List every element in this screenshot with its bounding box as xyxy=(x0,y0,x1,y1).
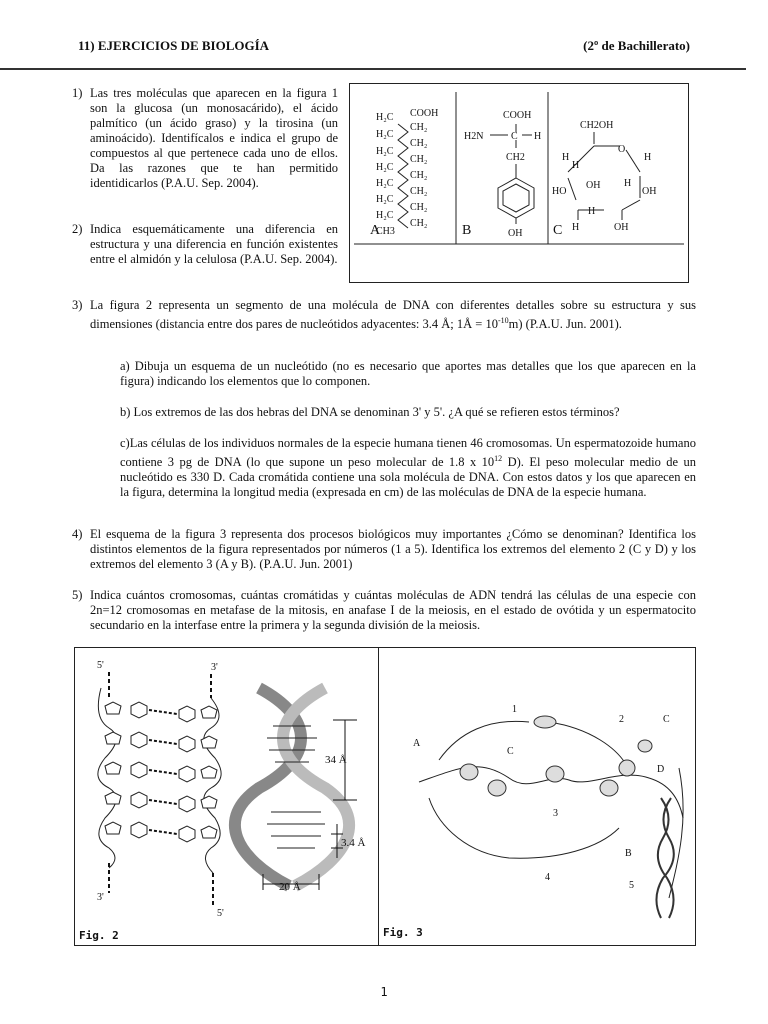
figure-1-molecules xyxy=(349,83,689,283)
figure-2-caption: Fig. 2 xyxy=(79,929,119,942)
page-header xyxy=(78,38,690,58)
fig1-a-ch-14: CH₂ xyxy=(410,218,428,229)
question-3c xyxy=(120,436,696,500)
header-title: 11) EJERCICIOS DE BIOLOGÍA xyxy=(78,38,270,53)
question-5-text: Indica cuántos cromosomas, cuántas cromátidas y cuántas moléculas de ADN tendrá las células de una especie con 2n=12 cromosomas en metafase de la mitosis, en anafase I de la meiosis, en el estado de ovótida y un espermatocito secundario en la interfase entre la primera y la segunda división de la meiosis. xyxy=(90,588,696,632)
fig3-label-b: B xyxy=(625,848,632,859)
question-3c-part2: D). El peso molecular medio de un nucleótido es 330 D. Cada cromátida contiene una sola molécula de DNA. Con estos datos y los que aparecen en la figura, determina la longitud media (expresada en cm) de las moléculas de DNA de la especie humana. xyxy=(120,455,696,500)
page-number: 1 xyxy=(380,985,388,999)
fig1-a-cooh: COOH xyxy=(410,108,439,119)
fig3-label-c1: C xyxy=(507,746,514,757)
header-rule xyxy=(0,68,746,70)
question-3c-part1: c)Las células de los individuos normales de la especie humana tienen 46 cromosomas. Un espermatozoide humano contiene 3 pg de DNA (lo que supone un peso molecular de 1.8 x 10 xyxy=(120,436,696,470)
fig1-a-ch-10: CH₂ xyxy=(410,186,428,197)
figures-2-3-box xyxy=(74,647,696,946)
figure-1-drawing xyxy=(350,84,688,282)
fig1-c-h1: H xyxy=(562,152,570,163)
question-5 xyxy=(72,588,696,633)
question-2-number: 2) xyxy=(72,222,83,236)
question-1-number: 1) xyxy=(72,86,83,100)
fig3-number-2: 2 xyxy=(619,714,624,725)
question-3-exponent: -10 xyxy=(497,316,509,325)
fig1-b-ch2: CH2 xyxy=(506,152,525,163)
question-3-text-part1: La figura 2 representa un segmento de una molécula de DNA con diferentes detalles sobre su estructura y sus dimensiones (distancia entre dos pares de nucleótidos adyacentes: 3.4 Å; 1Å = 10 xyxy=(90,298,696,332)
fig1-c-oh2: OH xyxy=(642,186,657,197)
fig3-number-3: 3 xyxy=(553,808,558,819)
fig1-a-ch-2: CH₂ xyxy=(410,122,428,133)
fig1-c-oh3: OH xyxy=(614,222,629,233)
question-4-number: 4) xyxy=(72,527,83,541)
question-2-text: Indica esquemáticamente una diferencia en estructura y una diferencia en función existentes entre el almidón y la celulosa (P.A.U. Sep. 2004). xyxy=(90,222,338,266)
fig2-3prime-bottom: 3' xyxy=(97,892,104,903)
fig1-a-ch-5: H₂C xyxy=(376,146,394,157)
question-1 xyxy=(72,86,338,191)
figure-3-process xyxy=(379,648,695,945)
fig1-b-h2n: H2N xyxy=(464,131,484,142)
fig1-b-c: C xyxy=(511,131,518,142)
fig1-c-h5: H xyxy=(588,206,596,217)
question-3b: b) Los extremos de las dos hebras del DNA se denominan 3' y 5'. ¿A qué se refieren estos términos? xyxy=(120,405,620,419)
fig1-label-b: B xyxy=(462,223,472,238)
fig1-label-c: C xyxy=(553,223,563,238)
question-4 xyxy=(72,527,696,572)
fig1-a-ch-3: H₂C xyxy=(376,129,394,140)
fig3-label-a: A xyxy=(413,738,421,749)
question-3c-exponent: 12 xyxy=(494,454,503,463)
fig2-rise: 3.4 Å xyxy=(341,837,366,849)
question-5-number: 5) xyxy=(72,588,83,602)
fig2-width: 20 Å xyxy=(279,881,301,893)
fig1-c-h3: H xyxy=(644,152,652,163)
fig1-c-ho: HO xyxy=(552,186,567,197)
fig1-b-oh: OH xyxy=(508,228,523,239)
fig3-label-d: D xyxy=(657,764,665,775)
fig2-pitch: 34 Å xyxy=(325,754,347,766)
fig3-number-1: 1 xyxy=(512,704,517,715)
question-1-text: Las tres moléculas que aparecen en la figura 1 son la glucosa (un monosacárido), el ácido palmítico (un ácido graso) y la tirosina (un aminoácido). Identifícalos e indica el grupo de compuestos al que pertenece cada uno de ellos. Da las razones que te han permitido identidicarlos (P.A.U. Sep. 2004). xyxy=(90,86,338,190)
fig1-c-h4: H xyxy=(624,178,632,189)
fig1-a-ch3: CH3 xyxy=(376,226,395,237)
fig2-5prime-top: 5' xyxy=(97,660,104,671)
fig1-a-ch-9: H₂C xyxy=(376,178,394,189)
header-course: (2º de Bachillerato) xyxy=(583,38,690,53)
fig3-label-c2: C xyxy=(663,714,670,725)
fig1-label-a: A xyxy=(370,223,381,238)
fig1-a-ch-1: H₂C xyxy=(376,112,394,123)
question-3 xyxy=(72,298,696,332)
figure-3-caption: Fig. 3 xyxy=(383,926,423,939)
question-2 xyxy=(72,222,338,267)
question-3-text-part2: m) (P.A.U. Jun. 2001). xyxy=(508,317,622,332)
fig1-a-ch-11: H₂C xyxy=(376,194,394,205)
fig1-c-o: O xyxy=(618,144,626,155)
fig3-number-4: 4 xyxy=(545,872,550,883)
fig1-a-ch-6: CH₂ xyxy=(410,154,428,165)
fig1-a-ch-4: CH₂ xyxy=(410,138,428,149)
figure-2-dna xyxy=(75,648,378,945)
question-4-text: El esquema de la figura 3 representa dos procesos biológicos muy importantes ¿Cómo se denominan? Identifica los distintos elementos de la figura representados por números (1 a 5). Identifica los extremos del elemento 2 (C y D) y los extremos del elemento 3 (A y B). (P.A.U. Jun. 2001) xyxy=(90,527,696,571)
fig1-c-ch2oh: CH2OH xyxy=(580,120,614,131)
fig1-b-h: H xyxy=(534,131,542,142)
fig2-5prime-bottom: 5' xyxy=(217,908,224,919)
fig1-a-ch-12: CH₂ xyxy=(410,202,428,213)
fig1-c-h6: H xyxy=(572,222,580,233)
question-3a: a) Dibuja un esquema de un nucleótido (no es necesario que aportes mas detalles que los que aparecen en la figura) indicando los elementos que lo componen. xyxy=(120,359,696,388)
fig3-number-5: 5 xyxy=(629,880,634,891)
fig1-b-cooh: COOH xyxy=(503,110,532,121)
question-3-number: 3) xyxy=(72,298,83,312)
fig1-a-ch-8: CH₂ xyxy=(410,170,428,181)
fig1-c-h2: H xyxy=(572,160,580,171)
fig1-a-ch-7: H₂C xyxy=(376,162,394,173)
question-3-text xyxy=(90,298,696,332)
fig1-a-ch-13: H₂C xyxy=(376,210,394,221)
fig2-3prime-top: 3' xyxy=(211,662,218,673)
fig1-c-oh1: OH xyxy=(586,180,601,191)
